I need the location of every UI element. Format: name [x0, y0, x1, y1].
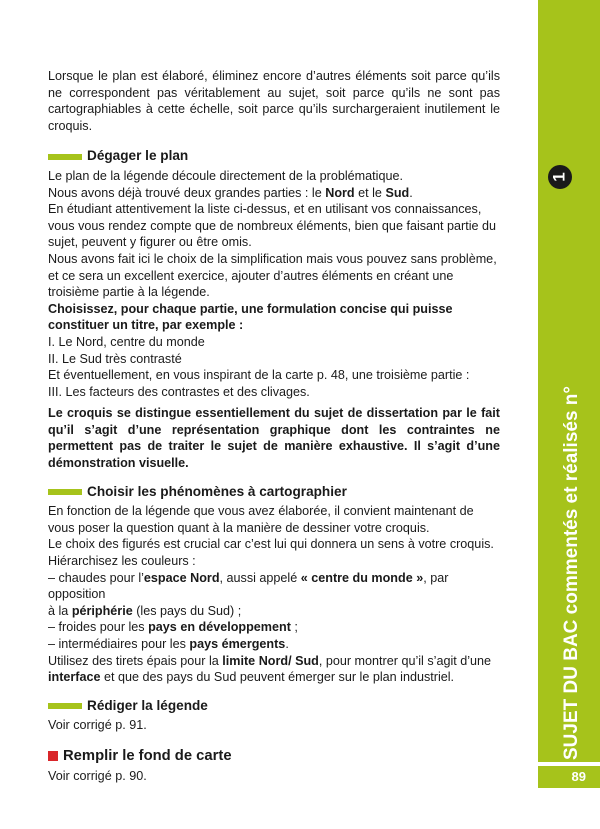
paragraph: Voir corrigé p. 90.: [48, 768, 147, 783]
series-label: [553, 170, 587, 760]
paragraph: Voir corrigé p. 91.: [48, 718, 147, 733]
red-square-marker: [48, 751, 58, 761]
paragraph: Nous avons fait ici le choix de la simplification mais vous pouvez sans problème, et ce sera un excellent exercice, ajouter d’autres éléments en créant une troisième partie à la légende.: [48, 251, 497, 300]
paragraph: Nous avons déjà trouvé deux grandes parties : le Nord et le Sud.: [48, 185, 413, 200]
series-number-badge: [548, 165, 572, 189]
list-line: – chaudes pour l’espace Nord, aussi appelé « centre du monde », par opposition: [48, 570, 449, 602]
section-heading-remplir: Remplir le fond de carte: [48, 748, 500, 765]
section-heading-choisir: Choisir les phénomènes à cartographier: [48, 484, 500, 501]
paragraph: Le choix des figurés est crucial car c’est lui qui donnera un sens à votre croquis.: [48, 537, 494, 552]
section-heading-rediger: Rédiger la légende: [48, 698, 500, 715]
paragraph: Hiérarchisez les couleurs :: [48, 554, 196, 569]
list-line: – froides pour les pays en développement ;: [48, 620, 298, 635]
plan-item: III. Les facteurs des contrastes et des clivages.: [48, 384, 310, 399]
list-line: – intermédiaires pour les pays émergents.: [48, 637, 289, 651]
section-heading-degager: Dégager le plan: [48, 148, 500, 165]
green-bar-marker: [48, 703, 82, 709]
paragraph: Le plan de la légende découle directement de la problématique.: [48, 168, 403, 183]
intro-paragraph: Lorsque le plan est élaboré, éliminez encore d’autres éléments soit parce qu’ils ne correspondent pas véritablement au sujet, soit parce qu’ils ne sont pas cartographiables à cette échelle, soit parce qu’ils surchargeraient inutilement le croquis.: [48, 69, 500, 133]
series-label-text: SUJET DU BAC commentés et réalisés n°: [561, 386, 582, 760]
main-content: [48, 68, 500, 784]
paragraph: Utilisez des tirets épais pour la limite Nord/ Sud, pour montrer qu’il s’agit d’une: [48, 653, 492, 668]
paragraph: En étudiant attentivement la liste ci-dessus, et en utilisant vos connaissances, vous vous rendez compte que de nombreux éléments, bien que faisant partie du sujet, peuvent y figurer ou être omis.: [48, 202, 497, 250]
page-number: 89: [571, 769, 586, 784]
green-bar-marker: [48, 154, 82, 160]
plan-item: II. Le Sud très contrasté: [48, 351, 182, 366]
plan-item: I. Le Nord, centre du monde: [48, 334, 205, 349]
paragraph: Et éventuellement, en vous inspirant de la carte p. 48, une troisième partie :: [48, 368, 470, 383]
list-line: à la périphérie (les pays du Sud) ;: [48, 603, 242, 618]
paragraph: interface et que des pays du Sud peuvent émerger sur le plan industriel.: [48, 670, 455, 685]
green-bar-marker: [48, 489, 82, 495]
page-number-bar: [538, 766, 600, 788]
bold-instruction: Choisissez, pour chaque partie, une formulation concise qui puisse constituer un titre, par exemple :: [48, 301, 453, 333]
bold-note: Le croquis se distingue essentiellement du sujet de dissertation par le fait qu’il s’agit d’une représentation graphique dont les contraintes ne permettent pas de traiter le sujet de manière exhaustive. Il s’agit d’une démonstration visuelle.: [48, 406, 500, 471]
paragraph: En fonction de la légende que vous avez élaborée, il convient maintenant de vous poser la question quant à la manière de dessiner votre croquis.: [48, 504, 474, 535]
series-number: 1: [550, 172, 569, 182]
